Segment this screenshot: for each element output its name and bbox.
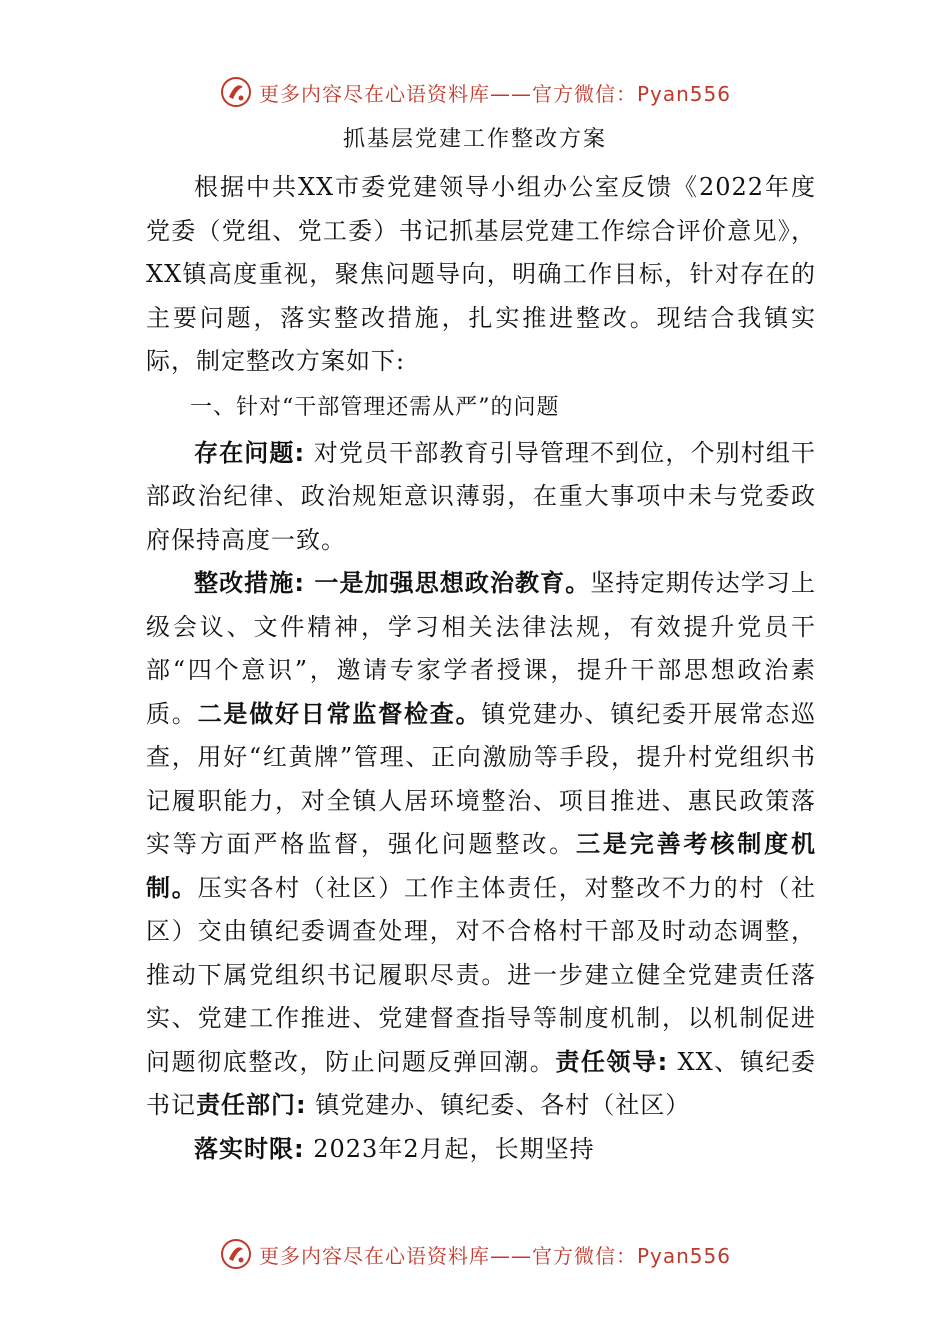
dept-text: 镇党建办、镇纪委、各村（社区） [306, 1091, 691, 1119]
problem-text: 对党员干部教育引导管理不到位，个别村组干部政治纪律、政治规矩意识薄弱，在重大事项中未与党委政府保持高度一致。 [146, 438, 816, 554]
logo-icon [219, 1237, 253, 1271]
document-body [146, 166, 816, 1171]
measure2-text: 镇党建办、镇纪委开展常态巡查，用好“红黄牌”管理、正向激励等手段，提升村党组织书记履职能力，对全镇人居环境整治、项目推进、惠民政策落实等方面严格监督，强化问题整改。 [146, 699, 817, 858]
deadline-label: 落实时限: [194, 1134, 305, 1163]
measures-label: 整改措施: [194, 569, 305, 597]
leader-label: 责任领导: [555, 1047, 669, 1076]
watermark-banner-bottom [0, 1234, 950, 1274]
watermark-text: 更多内容尽在心语资料库——官方微信：Pyan556 [258, 1243, 731, 1268]
measures-paragraph [146, 562, 816, 1128]
dept-label: 责任部门: [196, 1091, 307, 1119]
section-heading: 一、针对“干部管理还需从严”的问题 [190, 394, 560, 420]
measure1-title: 一是加强思想政治教育。 [304, 569, 591, 597]
document-title: 抓基层党建工作整改方案 [342, 127, 607, 152]
deadline-text: 2023年2月起，长期坚持 [304, 1134, 595, 1163]
measure1-text: 坚持定期传达学习上级会议、文件精神，学习相关法律法规，有效提升党员干部“四个意识”，邀请专家学者授课，提升干部思想政治素质。 [146, 569, 816, 728]
watermark-text: 更多内容尽在心语资料库——官方微信：Pyan556 [258, 81, 731, 106]
leader-text: XX、镇纪委书记 [146, 1047, 816, 1119]
measure3-title: 三是完善考核制度机制。 [146, 830, 816, 902]
deadline-paragraph [146, 1128, 816, 1172]
logo-icon [219, 75, 253, 109]
intro-paragraph: 根据中共XX市委党建领导小组办公室反馈《2022年度党委（党组、党工委）书记抓基层党建工作综合评价意见》，XX镇高度重视，聚焦问题导向，明确工作目标，针对存在的主要问题，落实整改措施，扎实推进整改。现结合我镇实际，制定整改方案如下: [146, 173, 816, 375]
problem-paragraph [146, 432, 816, 563]
measure2-title: 二是做好日常监督检查。 [197, 699, 482, 728]
problem-label: 存在问题: [194, 438, 306, 467]
measure3-text: 压实各村（社区）工作主体责任，对整改不力的村（社区）交由镇纪委调查处理，对不合格村干部及时动态调整，推动下属党组织书记履职尽责。进一步建立健全党建责任落实、党建工作推进、党建督查指导等制度机制，以机制促进问题彻底整改，防止问题反弹回潮。 [146, 873, 817, 1076]
watermark-banner-top [0, 72, 950, 112]
